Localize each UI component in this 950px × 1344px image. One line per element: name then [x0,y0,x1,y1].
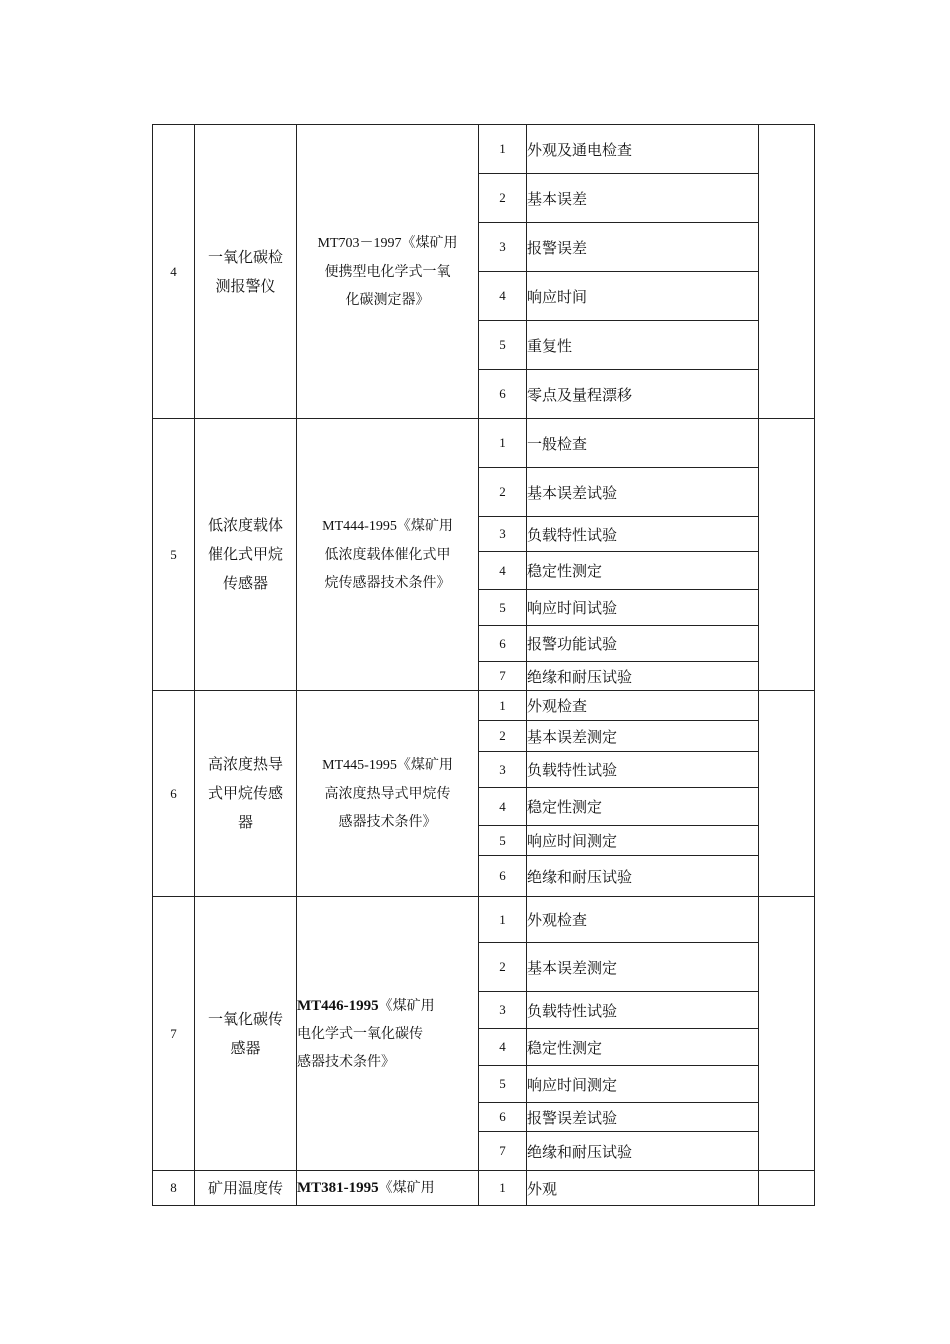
standard-line [297,1174,478,1202]
inspection-item: 报警误差 [527,223,759,272]
standard-line [297,512,478,541]
inspection-item: 一般检查 [527,419,759,468]
item-index: 4 [479,1029,527,1066]
inspection-item: 负载特性试验 [527,992,759,1029]
inspection-item: 外观检查 [527,691,759,721]
table-row [153,897,815,943]
group-number: 8 [153,1171,195,1206]
standard-title-part: 烷传感器技术条件》 [324,575,451,591]
standard-title-part: 感器技术条件》 [297,1053,395,1070]
item-index: 5 [479,321,527,370]
item-index: 4 [479,272,527,321]
item-index: 5 [479,590,527,626]
inspection-item: 报警误差试验 [527,1103,759,1132]
standard-line [297,808,478,836]
item-index: 2 [479,468,527,517]
table-row [153,691,815,721]
remarks-cell [759,419,815,691]
table-row [153,125,815,174]
item-index: 2 [479,174,527,223]
standard-line [297,992,478,1020]
item-index: 1 [479,419,527,468]
standard-title-part: 感器技术条件》 [338,814,437,830]
instrument-name-line: 式甲烷传感 [207,784,283,802]
standard-code: MT444-1995 [322,519,397,534]
standard-title-part: 高浓度热导式甲烷传 [324,786,451,802]
standard-line [297,1020,478,1048]
remarks-cell [759,691,815,897]
item-index: 3 [479,752,527,788]
inspection-item: 报警功能试验 [527,626,759,662]
standard-reference [297,419,479,691]
instrument-name-line: 低浓度载体 [207,516,283,534]
standard-title-part: 《煤矿用 [401,235,458,251]
inspection-item: 绝缘和耐压试验 [527,856,759,897]
inspection-item: 外观检查 [527,897,759,943]
item-index: 4 [479,552,527,590]
instrument-name [195,419,297,691]
standard-reference [297,125,479,419]
item-index: 1 [479,691,527,721]
group-number: 7 [153,897,195,1171]
item-index: 6 [479,370,527,419]
inspection-standards-table [152,124,815,1206]
instrument-name-line: 感器 [230,1038,261,1057]
standard-line [297,1048,478,1076]
inspection-item: 基本误差 [527,174,759,223]
standard-title-part: 便携型电化学式一氧 [324,264,451,280]
standard-code: MT381-1995 [297,1180,379,1196]
standard-title-part: 《煤矿用 [378,1180,435,1196]
standard-code: MT703－1997 [317,236,402,251]
group-number: 6 [153,691,195,897]
standard-reference [297,1171,479,1206]
inspection-item: 响应时间 [527,272,759,321]
instrument-name [195,1171,297,1206]
item-index: 5 [479,826,527,856]
item-index: 3 [479,517,527,552]
standard-code: MT445-1995 [322,758,397,773]
standard-title-part: 《煤矿用 [396,757,453,773]
standard-line [297,541,478,569]
item-index: 2 [479,943,527,992]
instrument-name [195,691,297,897]
item-index: 5 [479,1066,527,1103]
group-number: 5 [153,419,195,691]
item-index: 3 [479,992,527,1029]
group-number: 4 [153,125,195,419]
standard-line [297,751,478,780]
instrument-name-line: 高浓度热导 [207,755,283,773]
table-body [153,125,815,1206]
instrument-name-line: 一氧化碳传 [207,1009,283,1028]
item-index: 6 [479,626,527,662]
item-index: 6 [479,856,527,897]
inspection-item: 负载特性试验 [527,517,759,552]
inspection-item: 响应时间测定 [527,1066,759,1103]
instrument-name-line: 催化式甲烷 [207,545,283,563]
instrument-name [195,897,297,1171]
instrument-name [195,125,297,419]
instrument-name-line: 测报警仪 [215,276,276,295]
table-row [153,419,815,468]
inspection-item: 稳定性测定 [527,552,759,590]
inspection-item: 外观及通电检查 [527,125,759,174]
item-index: 1 [479,897,527,943]
standard-line [297,286,478,314]
inspection-item: 响应时间试验 [527,590,759,626]
item-index: 3 [479,223,527,272]
standard-title-part: 电化学式一氧化碳传 [297,1025,423,1042]
item-index: 1 [479,1171,527,1206]
instrument-name-line: 一氧化碳检 [207,247,283,266]
instrument-name-line: 传感器 [222,574,268,592]
inspection-item: 稳定性测定 [527,788,759,826]
inspection-item: 绝缘和耐压试验 [527,662,759,691]
inspection-item: 重复性 [527,321,759,370]
instrument-name-line: 矿用温度传 [207,1178,283,1197]
standard-title-part: 低浓度载体催化式甲 [324,547,451,563]
standard-title-part: 《煤矿用 [378,997,435,1014]
inspection-item: 稳定性测定 [527,1029,759,1066]
standard-line [297,258,478,286]
standard-line [297,569,478,597]
item-index: 7 [479,662,527,691]
inspection-item: 响应时间测定 [527,826,759,856]
inspection-item: 基本误差试验 [527,468,759,517]
item-index: 7 [479,1132,527,1171]
instrument-name-line: 器 [237,813,253,831]
inspection-item: 外观 [527,1171,759,1206]
item-index: 4 [479,788,527,826]
inspection-item: 零点及量程漂移 [527,370,759,419]
standard-line [297,780,478,808]
inspection-item: 负载特性试验 [527,752,759,788]
standard-line [297,229,478,258]
inspection-item: 绝缘和耐压试验 [527,1132,759,1171]
remarks-cell [759,125,815,419]
item-index: 1 [479,125,527,174]
standard-title-part: 化碳测定器》 [345,292,430,308]
standard-code: MT446-1995 [297,997,379,1014]
standard-reference [297,691,479,897]
table-row [153,1171,815,1206]
remarks-cell [759,1171,815,1206]
item-index: 2 [479,721,527,752]
inspection-item: 基本误差测定 [527,721,759,752]
item-index: 6 [479,1103,527,1132]
standard-reference [297,897,479,1171]
standard-title-part: 《煤矿用 [396,518,453,534]
inspection-item: 基本误差测定 [527,943,759,992]
remarks-cell [759,897,815,1171]
